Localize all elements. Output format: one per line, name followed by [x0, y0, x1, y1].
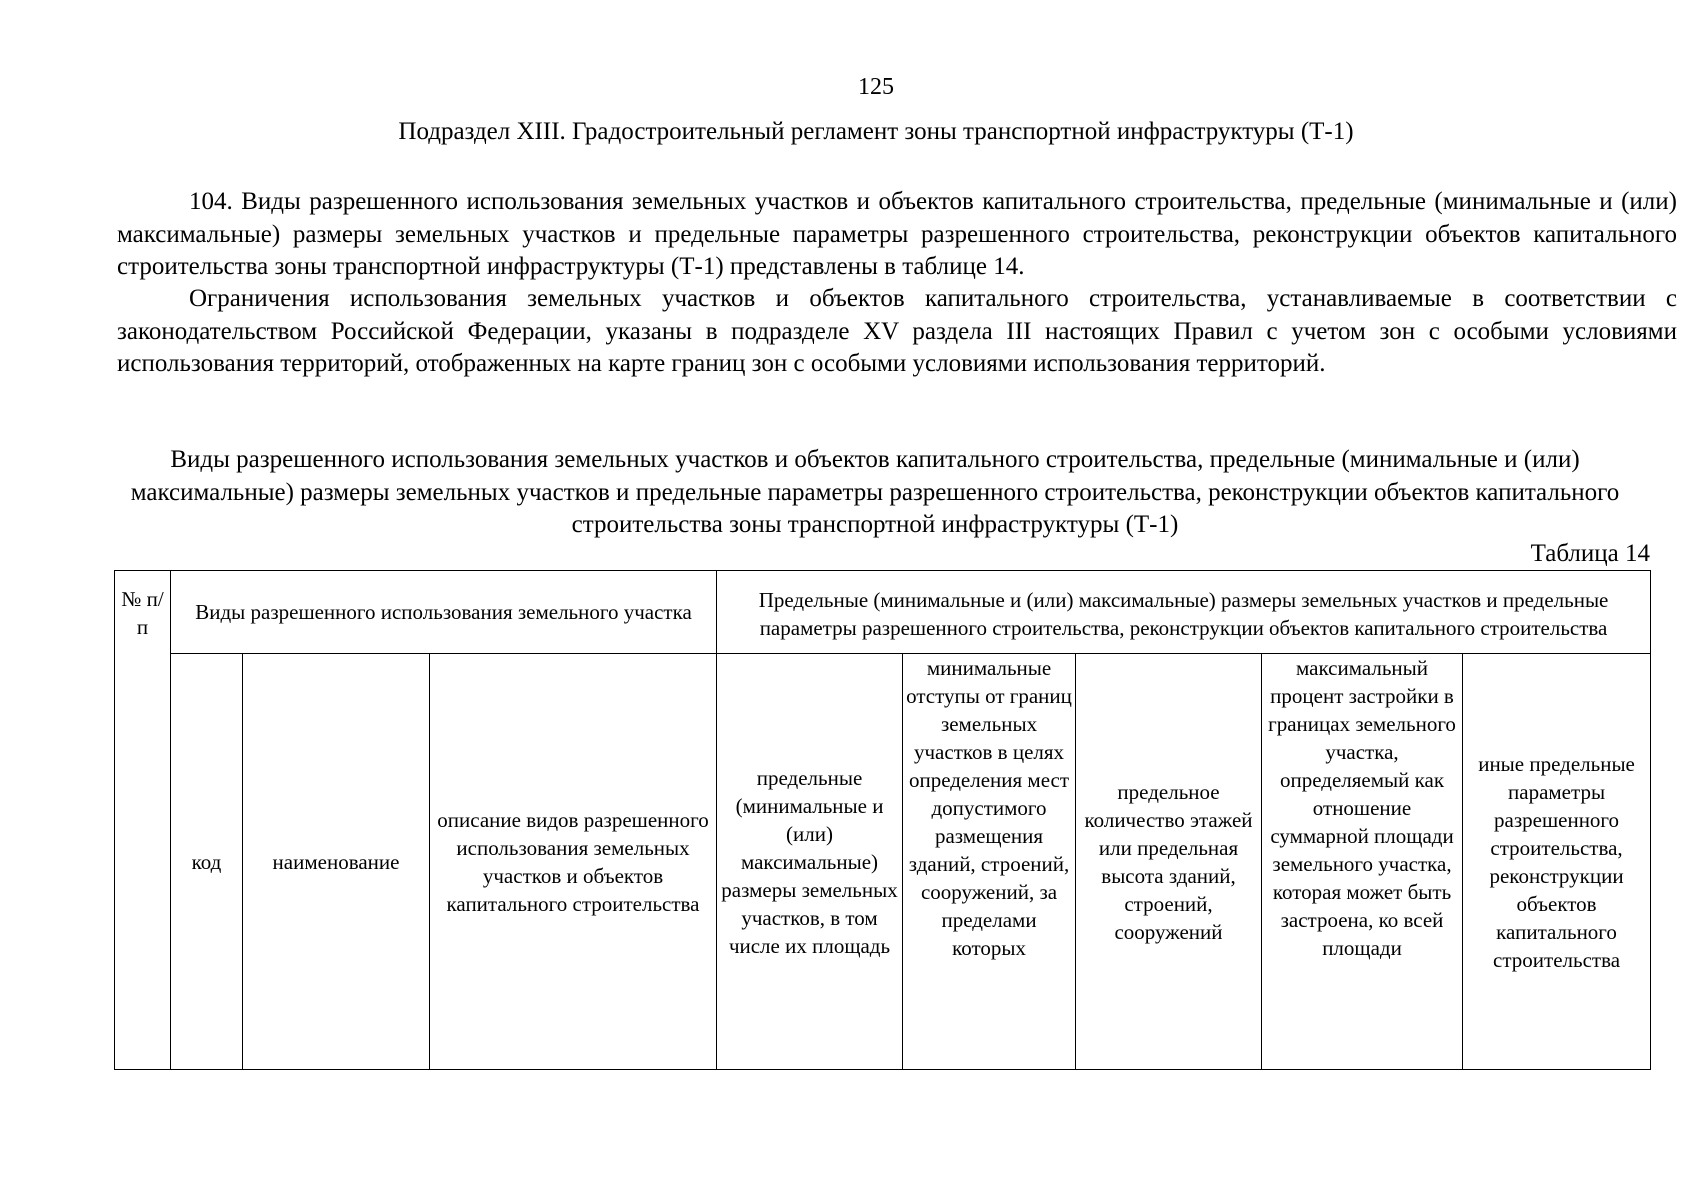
- header-name: наименование: [243, 654, 430, 1070]
- paragraph-text: 104. Виды разрешенного использования земельных участков и объектов капитального строительства, предельные (минимальные и (или) максимальные) размеры земельных участков и предельные параметры разрешенного строительства, реконструкции объектов капитального строительства зоны транспортной инфраструктуры (Т-1) представлены в таблице 14.: [117, 188, 1677, 280]
- paragraph-restrictions: [117, 283, 1677, 381]
- header-coverage: [1262, 654, 1463, 1070]
- header-setbacks: [903, 654, 1076, 1070]
- table-caption: Виды разрешенного использования земельных участков и объектов капитального строительства, предельные (минимальные и (или) максимальные) размеры земельных участков и предельные параметры разрешенного строительства, реконструкции объектов капитального строительства зоны транспортной инфраструктуры (Т-1): [130, 446, 1620, 538]
- header-number-text: № п/п: [121, 587, 164, 639]
- header-floors: предельное количество этажей или предельная высота зданий, строений, сооружений: [1076, 654, 1262, 1070]
- regulation-table: [114, 570, 1651, 1070]
- header-params: [717, 571, 1651, 654]
- header-coverage-text: максимальный процент застройки в границах земельного участка, определяемый как отношение суммарной площади земельного участка, которая может быть застроена, ко всей площади: [1268, 656, 1456, 960]
- subsection-title: Подраздел XIII. Градостроительный регламент зоны транспортной инфраструктуры (Т-1): [398, 118, 1354, 145]
- header-number: [115, 571, 171, 1070]
- header-row-2: [115, 654, 1651, 1070]
- header-row-1: [115, 571, 1651, 654]
- header-setbacks-text: минимальные отступы от границ земельных участков в целях определения мест допустимого размещения зданий, строений, сооружений, за пределами которых: [906, 656, 1072, 960]
- header-description: описание видов разрешенного использования земельных участков и объектов капитального строительства: [430, 654, 717, 1070]
- header-use-types: Виды разрешенного использования земельного участка: [171, 571, 717, 654]
- page-number: 125: [858, 74, 894, 100]
- header-params-text: Предельные (минимальные и (или) максимальные) размеры земельных участков и предельные параметры разрешенного строительства, реконструкции объектов капитального строительства: [758, 588, 1609, 640]
- table-label: Таблица 14: [1530, 540, 1650, 567]
- paragraph-text: Ограничения использования земельных участков и объектов капитального строительства, устанавливаемые в соответствии с законодательством Российской Федерации, указаны в подразделе XV раздела III настоящих Правил с учетом зон с особыми условиями использования территорий, отображенных на карте границ зон с особыми условиями использования территорий.: [117, 285, 1677, 377]
- header-code: код: [171, 654, 243, 1070]
- paragraph-104: [117, 186, 1677, 284]
- header-sizes: предельные (минимальные и (или) максимальные) размеры земельных участков, в том числе их площадь: [717, 654, 903, 1070]
- header-other: иные предельные параметры разрешенного строительства, реконструкции объектов капитального строительства: [1463, 654, 1651, 1070]
